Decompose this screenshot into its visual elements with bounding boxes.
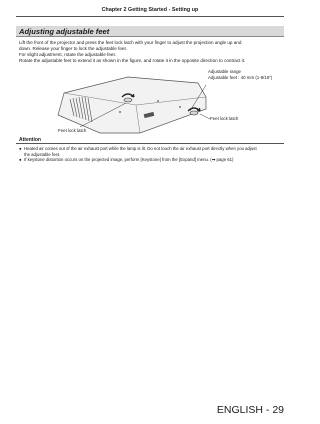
instruction-line: Lift the front of the projector and press the feet lock latch with your finger to adjust the projection angle up and [19, 40, 242, 45]
instruction-line: For slight adjustment, rotate the adjustable feet. [19, 52, 117, 57]
instruction-line: Rotate the adjustable feet to extend it as shown in the figure, and rotate it in the opposite direction to contract it. [19, 58, 246, 63]
attention-list [19, 146, 283, 163]
attention-item [19, 157, 283, 163]
attention-text: Heated air comes out of the air exhaust port while the lamp is lit. Do not touch the air exhaust port directly when you adjust [24, 146, 257, 151]
section-header-bar [16, 26, 284, 37]
header-divider [16, 16, 284, 17]
attention-text: If keystone distortion occurs on the projected image, perform [Keystone] from the [Expand] menu. (➡ page 61) [24, 157, 234, 163]
instructions [19, 40, 283, 64]
page-number: ENGLISH - 29 [216, 404, 284, 416]
bullet-marker: ● [19, 146, 22, 151]
attention-title: Attention [19, 137, 41, 143]
adjustable-range-value: Adjustable feet : 40 mm (1-9/16") [208, 75, 273, 80]
bullet-marker: ● [19, 157, 22, 163]
attention-item [19, 146, 283, 157]
attention-text: the adjustable feet. [24, 151, 61, 157]
chapter-header: Chapter 2 Getting Started - Setting up [101, 7, 199, 13]
feet-lock-latch-right-label: Feet lock latch [210, 116, 239, 121]
projector-figure [40, 67, 284, 139]
adjustable-range-label: Adjustable range [208, 69, 241, 74]
section-title: Adjusting adjustable feet [19, 26, 110, 36]
feet-lock-latch-left-label: Feet lock latch [58, 128, 87, 133]
instruction-line: down. Release your finger to lock the adjustable feet. [19, 46, 128, 51]
attention-divider [16, 143, 284, 144]
